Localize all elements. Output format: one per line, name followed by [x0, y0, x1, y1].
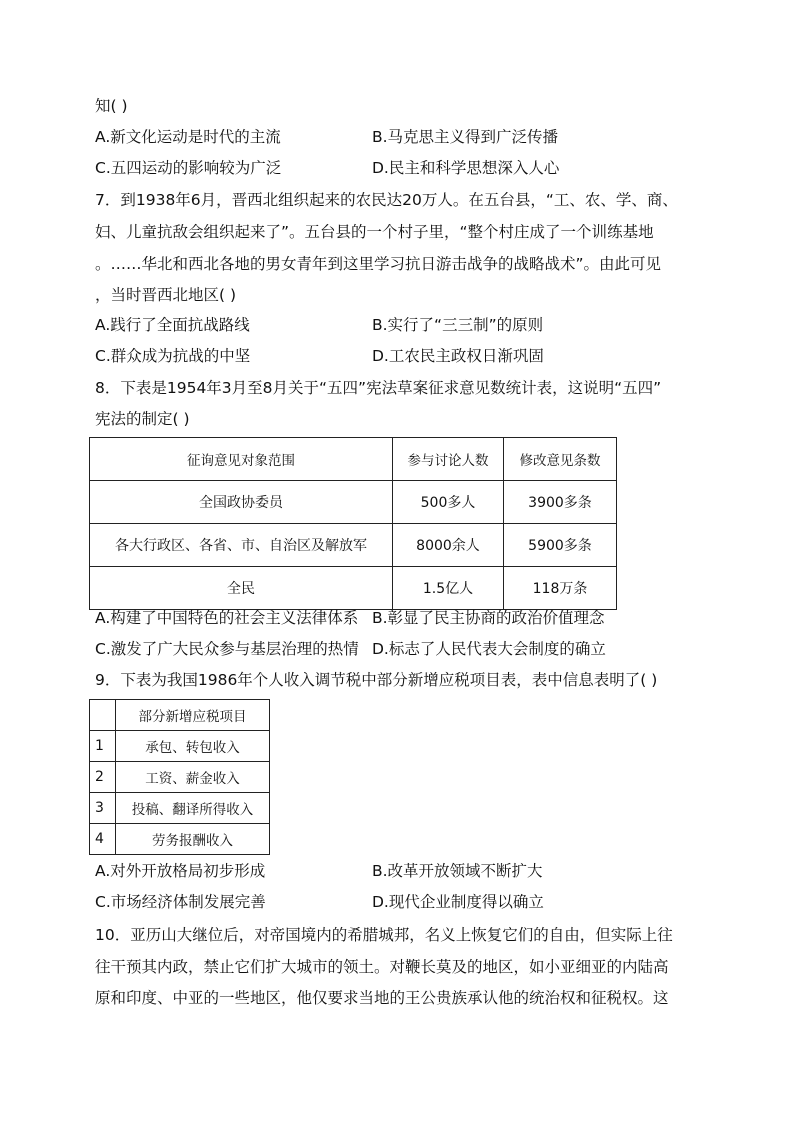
q10-stem-line: 10．亚历山大继位后，对帝国境内的希腊城邦，名义上恢复它们的自由，但实际上往	[95, 926, 673, 944]
table-row-number: 2	[90, 762, 116, 793]
q8-option-c[interactable]: C.激发了广大民众参与基层治理的热情	[95, 640, 359, 658]
table-cell: 8000余人	[393, 524, 504, 567]
q6-stem-tail: 知( )	[95, 97, 128, 115]
q7-option-d[interactable]: D.工农民主政权日渐巩固	[372, 347, 544, 365]
q9-table	[89, 699, 270, 855]
q8-table	[89, 437, 617, 610]
table-row-number: 1	[90, 731, 116, 762]
q8-table-header: 参与讨论人数	[393, 438, 504, 481]
q6-option-d[interactable]: D.民主和科学思想深入人心	[372, 159, 560, 177]
q9-table-header: 部分新增应税项目	[116, 700, 270, 731]
q6-option-c[interactable]: C.五四运动的影响较为广泛	[95, 159, 282, 177]
q8-option-b[interactable]: B.彰显了民主协商的政治价值理念	[372, 609, 605, 627]
q9-options-row-2	[95, 892, 695, 912]
q9-table-header-row	[90, 700, 270, 731]
table-cell: 投稿、翻译所得收入	[116, 793, 270, 824]
table-row	[90, 762, 270, 793]
q7-options-row-1	[95, 315, 695, 335]
q9-option-a[interactable]: A.对外开放格局初步形成	[95, 862, 266, 880]
q6-options-row-1	[95, 127, 695, 147]
table-row	[90, 731, 270, 762]
table-cell: 1.5亿人	[393, 567, 504, 610]
table-row	[90, 481, 617, 524]
table-cell: 承包、转包收入	[116, 731, 270, 762]
table-cell: 全民	[90, 567, 393, 610]
table-cell: 118万条	[504, 567, 617, 610]
q10-stem-line: 往干预其内政，禁止它们扩大城市的领土。对鞭长莫及的地区，如小亚细亚的内陆高	[95, 958, 669, 976]
table-cell: 5900多条	[504, 524, 617, 567]
q6-option-a[interactable]: A.新文化运动是时代的主流	[95, 128, 281, 146]
q7-option-a[interactable]: A.践行了全面抗战路线	[95, 316, 250, 334]
table-row	[90, 824, 270, 855]
q8-table-header: 征询意见对象范围	[90, 438, 393, 481]
q8-table-header: 修改意见条数	[504, 438, 617, 481]
q8-stem-line: 宪法的制定( )	[95, 410, 190, 428]
table-row	[90, 793, 270, 824]
q8-options-row-2	[95, 639, 695, 659]
q7-stem-line: 7．到1938年6月，晋西北组织起来的农民达20万人。在五台县，“工、农、学、商、	[95, 191, 678, 209]
q7-options-row-2	[95, 346, 695, 366]
table-cell-empty	[90, 700, 116, 731]
table-cell: 各大行政区、各省、市、自治区及解放军	[90, 524, 393, 567]
table-cell: 全国政协委员	[90, 481, 393, 524]
q8-stem-line: 8．下表是1954年3月至8月关于“五四”宪法草案征求意见数统计表，这说明“五四”	[95, 379, 662, 397]
q7-option-b[interactable]: B.实行了“三三制”的原则	[372, 316, 544, 334]
q8-option-a[interactable]: A.构建了中国特色的社会主义法律体系	[95, 609, 359, 627]
q6-options-row-2	[95, 158, 695, 178]
table-row	[90, 567, 617, 610]
q8-table-header-row	[90, 438, 617, 481]
table-row	[90, 524, 617, 567]
q9-option-d[interactable]: D.现代企业制度得以确立	[372, 893, 544, 911]
q8-option-d[interactable]: D.标志了人民代表大会制度的确立	[372, 640, 606, 658]
q9-option-c[interactable]: C.市场经济体制发展完善	[95, 893, 266, 911]
q9-options-row-1	[95, 861, 695, 881]
table-cell: 3900多条	[504, 481, 617, 524]
q9-stem: 9．下表为我国1986年个人收入调节税中部分新增应税项目表，表中信息表明了( )	[95, 671, 658, 689]
q7-stem-line: ，当时晋西北地区( )	[95, 286, 237, 304]
q7-stem-line: 妇、儿童抗敌会组织起来了”。五台县的一个村子里，“整个村庄成了一个训练基地	[95, 223, 654, 241]
table-row-number: 4	[90, 824, 116, 855]
table-cell: 500多人	[393, 481, 504, 524]
q9-option-b[interactable]: B.改革开放领域不断扩大	[372, 862, 543, 880]
q8-options-row-1	[95, 608, 695, 628]
q7-stem-line: 。……华北和西北各地的男女青年到这里学习抗日游击战争的战略战术”。由此可见	[95, 255, 662, 273]
q7-option-c[interactable]: C.群众成为抗战的中坚	[95, 347, 251, 365]
table-row-number: 3	[90, 793, 116, 824]
table-cell: 劳务报酬收入	[116, 824, 270, 855]
table-cell: 工资、薪金收入	[116, 762, 270, 793]
q6-option-b[interactable]: B.马克思主义得到广泛传播	[372, 128, 559, 146]
q10-stem-line: 原和印度、中亚的一些地区，他仅要求当地的王公贵族承认他的统治权和征税权。这	[95, 989, 669, 1007]
